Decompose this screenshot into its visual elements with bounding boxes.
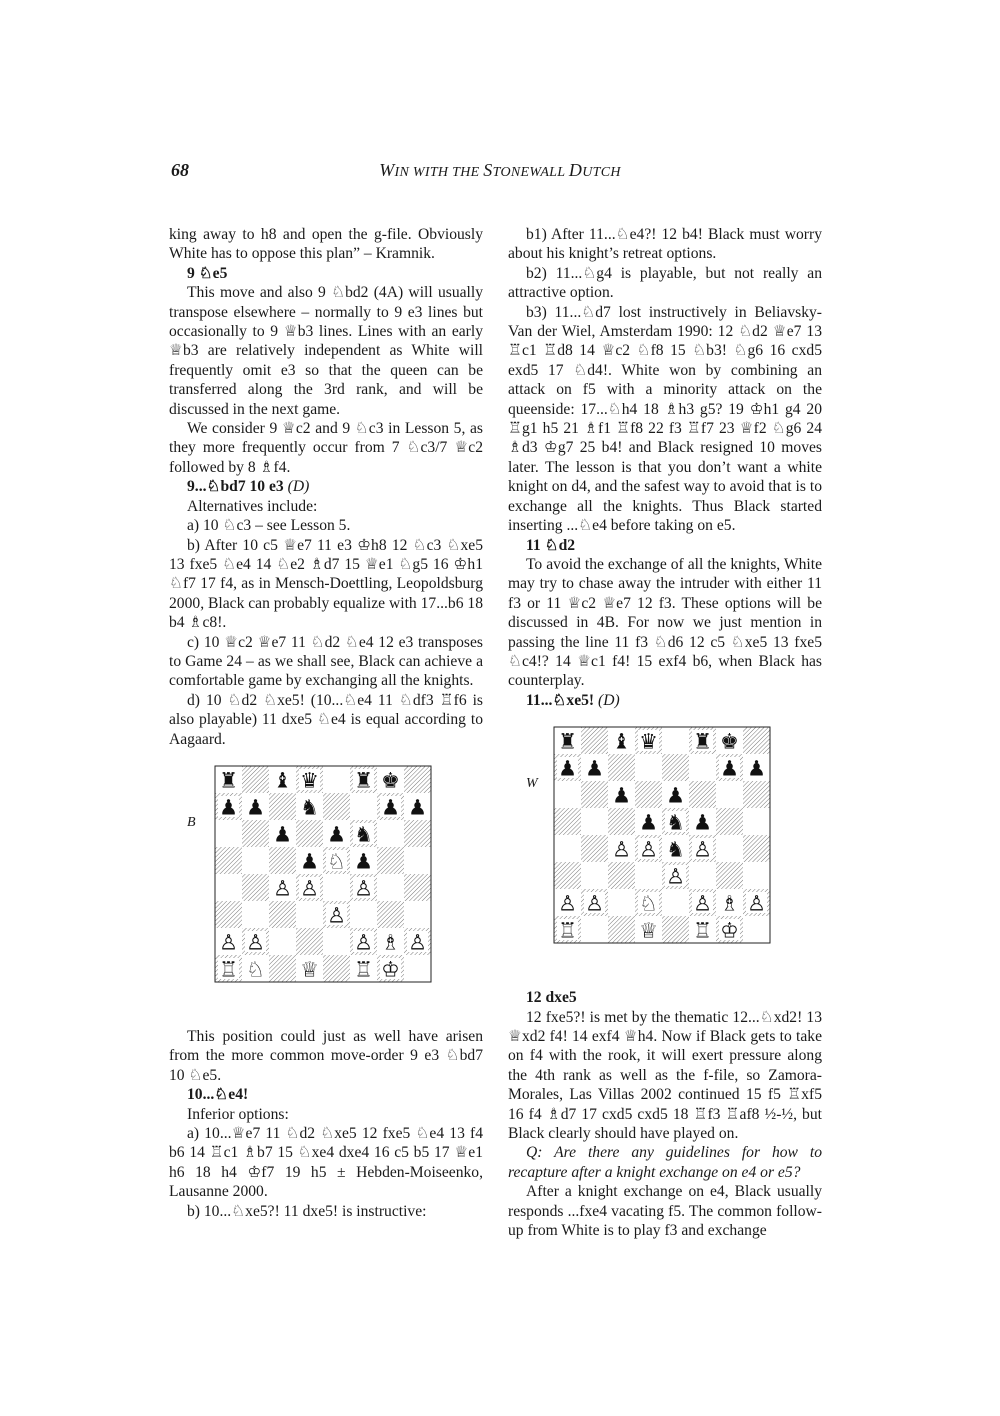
- paragraph: This position could just as well have arisen from the more common move-order 9 e3 ♘bd7 10 ♘e5.: [169, 1027, 483, 1084]
- dark-square: [581, 781, 608, 808]
- dark-square: [662, 754, 689, 781]
- light-square: [662, 727, 689, 754]
- dark-square: [296, 928, 323, 955]
- dark-square: [743, 835, 770, 862]
- black-knight-icon: ♞: [666, 810, 685, 835]
- white-rook-icon: ♖: [558, 918, 577, 943]
- dark-square: [404, 766, 431, 793]
- white-pawn-icon: ♙: [354, 876, 373, 901]
- dark-square: [269, 847, 296, 874]
- black-pawn-icon: ♟: [327, 822, 346, 847]
- running-head-initial-d: D: [568, 160, 583, 180]
- dark-square: [716, 808, 743, 835]
- white-pawn-icon: ♙: [246, 930, 265, 955]
- white-knight-icon: ♘: [327, 849, 346, 874]
- white-rook-icon: ♖: [219, 957, 238, 982]
- dark-square: [662, 916, 689, 943]
- dark-square: [635, 781, 662, 808]
- paragraph: d) 10 ♘d2 ♘xe5! (10...♘e4 11 ♘df3 ♖f6 is also playable) 11 dxe5 ♘e4 is equal according to Aagaard.: [169, 691, 483, 748]
- white-pawn-icon: ♙: [585, 891, 604, 916]
- black-pawn-icon: ♟: [666, 783, 685, 808]
- side-to-move-label: B: [187, 814, 196, 830]
- dark-square: [269, 793, 296, 820]
- light-square: [581, 808, 608, 835]
- black-pawn-icon: ♟: [612, 783, 631, 808]
- dark-square: [404, 874, 431, 901]
- white-pawn-icon: ♙: [558, 891, 577, 916]
- dark-square: [215, 901, 242, 928]
- chess-board: [553, 726, 771, 944]
- dark-square: [323, 955, 350, 982]
- paragraph: Inferior options:: [187, 1105, 289, 1123]
- dark-square: [743, 727, 770, 754]
- black-pawn-icon: ♟: [354, 849, 373, 874]
- light-square: [215, 874, 242, 901]
- white-pawn-icon: ♙: [666, 864, 685, 889]
- white-rook-icon: ♖: [693, 918, 712, 943]
- black-queen-icon: ♛: [639, 729, 658, 754]
- dark-square: [404, 820, 431, 847]
- black-pawn-icon: ♟: [585, 756, 604, 781]
- light-square: [269, 928, 296, 955]
- black-pawn-icon: ♟: [273, 822, 292, 847]
- dark-square: [743, 781, 770, 808]
- light-square: [635, 862, 662, 889]
- dark-square: [554, 862, 581, 889]
- running-head: [0, 160, 1000, 181]
- left-column: [169, 225, 483, 1221]
- light-square: [608, 889, 635, 916]
- paragraph: 12 fxe5?! is met by the thematic 12...♘xd2! 13 ♕xd2 f4! 14 exf4 ♕h4. Now if Black gets to take on f4 with the rook, it will exert pressure along the 4th rank as well as the f-file, so Zamora-Morales, Las Villas 2002 continued 15 f5 ♖xf5 16 f4 ♗d7 17 cxd5 cxd5 18 ♖f3 ♖af8 ½-½, but Black clearly should have played on.: [508, 1008, 822, 1142]
- light-square: [743, 808, 770, 835]
- light-square: [377, 874, 404, 901]
- running-head-part-1: IN WITH THE: [394, 165, 484, 180]
- white-queen-icon: ♕: [300, 957, 319, 982]
- light-square: [350, 901, 377, 928]
- white-pawn-icon: ♙: [747, 891, 766, 916]
- paragraph: This move and also 9 ♘bd2 (4A) will usually transpose elsewhere – normally to 9 e3 lines but occasionally to 9 ♕b3 lines. Lines with an early ♕b3 are relatively independent as White will frequently omit e3 so that the queen can be transferred along the 3rd rank, and will be discussed in the next game.: [169, 284, 483, 418]
- paragraph: After a knight exchange on e4, Black usually responds ...fxe4 vacating f5. The common follow-up from White is to play f3 and exchange: [508, 1183, 822, 1240]
- paragraph: b2) 11...♘g4 is playable, but not really an attractive option.: [508, 264, 822, 302]
- running-head-initial-s: S: [483, 160, 493, 180]
- paragraph: a) 10...♕e7 11 ♘d2 ♘xe5 12 fxe5 ♘e4 13 f4 b6 14 ♖c1 ♗b7 15 ♘xe4 dxe4 16 c5 b5 17 ♕e1 h6 18 h4 ♔f7 19 h5 ± Hebden-Moiseenko, Lausanne 2000.: [169, 1125, 483, 1201]
- dark-square: [554, 808, 581, 835]
- light-square: [323, 766, 350, 793]
- light-square: [323, 928, 350, 955]
- white-king-icon: ♔: [381, 957, 400, 982]
- white-queen-icon: ♕: [639, 918, 658, 943]
- light-square: [377, 820, 404, 847]
- white-pawn-icon: ♙: [612, 837, 631, 862]
- move-heading: 9 ♘e5: [187, 264, 228, 282]
- running-head-part-2: TONEWALL: [492, 165, 569, 180]
- white-knight-icon: ♘: [639, 891, 658, 916]
- black-knight-icon: ♞: [354, 822, 373, 847]
- black-knight-icon: ♞: [300, 795, 319, 820]
- chess-board: [214, 765, 432, 983]
- light-square: [743, 916, 770, 943]
- black-bishop-icon: ♝: [273, 768, 292, 793]
- white-pawn-icon: ♙: [354, 930, 373, 955]
- light-square: [242, 847, 269, 874]
- black-king-icon: ♚: [720, 729, 739, 754]
- light-square: [296, 901, 323, 928]
- black-pawn-icon: ♟: [720, 756, 739, 781]
- chess-diagram-2: [508, 726, 822, 974]
- dark-square: [608, 916, 635, 943]
- black-pawn-icon: ♟: [381, 795, 400, 820]
- move-heading: 12 dxe5: [526, 989, 577, 1007]
- black-pawn-icon: ♟: [639, 810, 658, 835]
- black-rook-icon: ♜: [354, 768, 373, 793]
- page-number: 68: [171, 160, 189, 180]
- dark-square: [608, 808, 635, 835]
- paragraph: king away to h8 and open the g-file. Obviously White has to oppose this plan” – Kramnik.: [169, 226, 483, 263]
- white-king-icon: ♔: [720, 918, 739, 943]
- light-square: [554, 781, 581, 808]
- dark-square: [581, 727, 608, 754]
- black-king-icon: ♚: [381, 768, 400, 793]
- right-column: [508, 225, 822, 1240]
- black-queen-icon: ♛: [300, 768, 319, 793]
- white-pawn-icon: ♙: [693, 891, 712, 916]
- black-bishop-icon: ♝: [612, 729, 631, 754]
- white-pawn-icon: ♙: [327, 903, 346, 928]
- light-square: [635, 754, 662, 781]
- light-square: [743, 862, 770, 889]
- light-square: [404, 955, 431, 982]
- light-square: [716, 835, 743, 862]
- light-square: [689, 754, 716, 781]
- diagram-marker: (D): [287, 478, 310, 496]
- light-square: [323, 874, 350, 901]
- light-square: [554, 835, 581, 862]
- light-square: [662, 889, 689, 916]
- dark-square: [242, 874, 269, 901]
- white-bishop-icon: ♗: [720, 891, 739, 916]
- paragraph: b1) After 11...♘e4?! 12 b4! Black must worry about his knight’s retreat options.: [508, 226, 822, 263]
- light-square: [404, 901, 431, 928]
- light-square: [404, 847, 431, 874]
- dark-square: [296, 820, 323, 847]
- paragraph: Alternatives include:: [187, 497, 318, 515]
- dark-square: [689, 781, 716, 808]
- white-pawn-icon: ♙: [273, 876, 292, 901]
- white-pawn-icon: ♙: [219, 930, 238, 955]
- dark-square: [242, 766, 269, 793]
- dark-square: [377, 901, 404, 928]
- black-pawn-icon: ♟: [408, 795, 427, 820]
- white-rook-icon: ♖: [354, 957, 373, 982]
- move-heading: 11 ♘d2: [526, 536, 576, 554]
- running-head-part-3: UTCH: [582, 165, 621, 180]
- black-rook-icon: ♜: [219, 768, 238, 793]
- move-text: 9...♘bd7 10 e3: [187, 478, 284, 496]
- white-pawn-icon: ♙: [408, 930, 427, 955]
- white-pawn-icon: ♙: [300, 876, 319, 901]
- white-pawn-icon: ♙: [693, 837, 712, 862]
- light-square: [350, 793, 377, 820]
- paragraph: To avoid the exchange of all the knights, White may try to chase away the intruder with either 11 f3 or 11 ♕c2 ♕e7 12 f3. These options will be discussed in 4B. For now we just mention in passing the line 11 f3 ♘d6 12 c5 ♘xe5 13 fxe5 ♘c4!? 14 ♕c1 f4! 15 exf4 b6, when Black has counterplay.: [508, 555, 822, 690]
- black-rook-icon: ♜: [693, 729, 712, 754]
- black-knight-icon: ♞: [666, 837, 685, 862]
- move-heading: 10...♘e4!: [187, 1086, 249, 1104]
- black-pawn-icon: ♟: [246, 795, 265, 820]
- black-rook-icon: ♜: [558, 729, 577, 754]
- move-heading: [169, 477, 483, 496]
- light-square: [581, 916, 608, 943]
- running-head-initial-w: W: [379, 160, 395, 180]
- white-knight-icon: ♘: [246, 957, 265, 982]
- dark-square: [608, 862, 635, 889]
- question: Q: Are there any guidelines for how to recapture after a knight exchange on e4 or e5?: [508, 1144, 822, 1181]
- side-to-move-label: W: [526, 776, 538, 792]
- black-pawn-icon: ♟: [558, 756, 577, 781]
- dark-square: [608, 754, 635, 781]
- paragraph: We consider 9 ♕c2 and 9 ♘c3 in Lesson 5, as they more frequently occur from 7 ♘c3/7 ♕c2 followed by 8 ♗f4.: [169, 420, 483, 476]
- light-square: [581, 862, 608, 889]
- dark-square: [323, 793, 350, 820]
- white-pawn-icon: ♙: [639, 837, 658, 862]
- move-heading: [508, 691, 822, 710]
- black-pawn-icon: ♟: [747, 756, 766, 781]
- chess-diagram-1: [169, 765, 483, 1013]
- diagram-marker: (D): [598, 691, 620, 709]
- light-square: [215, 820, 242, 847]
- paragraph: a) 10 ♘c3 – see Lesson 5.: [187, 517, 351, 535]
- paragraph: c) 10 ♕c2 ♕e7 11 ♘d2 ♘e4 12 e3 transposes to Game 24 – as we shall see, Black can achieve a comfortable game by exchanging all the knights.: [169, 633, 483, 690]
- dark-square: [716, 862, 743, 889]
- black-pawn-icon: ♟: [300, 849, 319, 874]
- paragraph: b) 10...♘xe5?! 11 dxe5! is instructive:: [187, 1202, 427, 1220]
- dark-square: [581, 835, 608, 862]
- dark-square: [215, 847, 242, 874]
- paragraph: b) After 10 c5 ♕e7 11 e3 ♔h8 12 ♘c3 ♘xe5 13 fxe5 ♘e4 14 ♘e2 ♗d7 15 ♕e1 ♘g5 16 ♔h1 ♘f7 17 f4, as in Mensch-Doettling, Leopoldsburg 2000, Black can probably equalize with 17...b6 18 b4 ♗c8!.: [169, 536, 483, 632]
- light-square: [689, 862, 716, 889]
- dark-square: [242, 820, 269, 847]
- black-pawn-icon: ♟: [219, 795, 238, 820]
- black-pawn-icon: ♟: [693, 810, 712, 835]
- white-bishop-icon: ♗: [381, 930, 400, 955]
- dark-square: [269, 901, 296, 928]
- dark-square: [269, 955, 296, 982]
- dark-square: [377, 847, 404, 874]
- move-text: 11...♘xe5!: [526, 691, 595, 709]
- light-square: [716, 781, 743, 808]
- paragraph: b3) 11...♘d7 lost instructively in Beliavsky-Van der Wiel, Amsterdam 1990: 12 ♘d2 ♕e7 13 ♖c1 ♖d8 14 ♕c2 ♘f8 15 ♘b3! ♘g6 16 cxd5 exd5 17 ♘d4!. White won by combining an attack on f5 with a minority attack on the queenside: 17...♘h4 18 ♗h3 g5? 19 ♔h1 g4 20 ♖g1 h5 21 ♗f1 ♖f8 22 f3 ♖f7 23 ♕f2 ♘g6 24 ♗d3 ♔g7 25 b4! and Black resigned 10 moves later. The lesson is that you don’t want a white knight on d4, and the safest way to avoid that is to exchange all the knights. Thus Black started inserting ...♘e4 before taking on e5.: [508, 303, 822, 535]
- light-square: [242, 901, 269, 928]
